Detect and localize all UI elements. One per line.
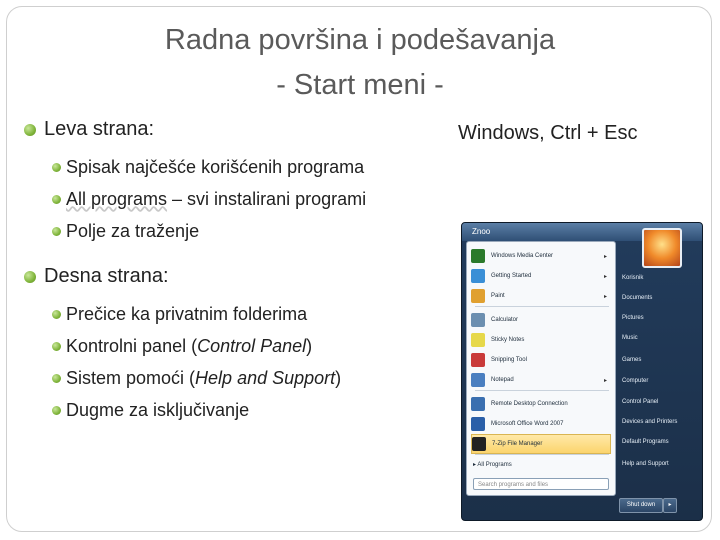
program-icon <box>471 333 485 347</box>
separator <box>475 454 609 455</box>
program-icon <box>471 269 485 283</box>
bullet-icon <box>52 227 61 236</box>
bullet-icon <box>52 406 61 415</box>
start-menu-place: Music <box>622 335 638 341</box>
program-icon <box>472 437 486 451</box>
start-menu-place: Documents <box>622 295 653 301</box>
all-programs-link: ▸ All Programs <box>473 462 512 468</box>
start-menu-program: Snipping Tool <box>471 350 611 370</box>
bullet-icon <box>52 195 61 204</box>
start-menu-place: Computer <box>622 378 649 384</box>
program-icon <box>471 417 485 431</box>
start-menu-programs-pane <box>466 241 616 496</box>
keyboard-shortcut: Windows, Ctrl + Esc <box>458 122 638 144</box>
slide-subtitle: - Start meni - <box>276 69 444 101</box>
start-menu-program: Sticky Notes <box>471 330 611 350</box>
slide-title: Radna površina i podešavanja <box>164 24 556 56</box>
bullet-icon <box>52 342 61 351</box>
bullet-item: Prečice ka privatnim folderima <box>52 298 454 330</box>
chevron-right-icon: ▸ <box>603 293 607 300</box>
program-icon <box>471 353 485 367</box>
start-menu-place: Help and Support <box>622 461 669 467</box>
bullet-item: Dugme za isključivanje <box>52 394 454 426</box>
search-input: Search programs and files <box>473 478 609 490</box>
start-menu-place: Default Programs <box>622 439 669 445</box>
start-menu-program: Getting Started ▸ <box>471 266 611 286</box>
bullet-item: Spisak najčešće korišćenih programa <box>52 151 454 183</box>
start-menu-program: Microsoft Office Word 2007 <box>471 414 611 434</box>
chevron-right-icon: ▸ <box>603 377 607 384</box>
bullet-icon <box>52 163 61 172</box>
chevron-right-icon: ▸ <box>603 273 607 280</box>
bullet-list <box>24 118 454 426</box>
program-icon <box>471 249 485 263</box>
bullet-item: Polje za traženje <box>52 215 454 247</box>
start-menu-program: Notepad ▸ <box>471 370 611 390</box>
separator <box>475 306 609 307</box>
start-menu-places-pane <box>618 241 698 494</box>
start-menu-program: 7-Zip File Manager <box>471 434 611 454</box>
bullet-item: All programs – svi instalirani programi <box>52 183 454 215</box>
start-menu-program: Paint ▸ <box>471 286 611 306</box>
start-menu-place: Control Panel <box>622 399 659 405</box>
start-menu-screenshot <box>461 222 703 521</box>
user-name: Znoo <box>472 227 491 236</box>
bullet-icon <box>24 124 36 136</box>
bullet-icon <box>52 310 61 319</box>
chevron-right-icon: ▸ <box>603 253 607 260</box>
bullet-icon <box>52 374 61 383</box>
bullet-item: Kontrolni panel ( Control Panel ) <box>52 330 454 362</box>
chevron-right-icon: ▸ <box>663 498 677 513</box>
start-menu-program: Calculator <box>471 310 611 330</box>
triangle-right-icon: ▸ <box>473 462 478 468</box>
separator <box>475 390 609 391</box>
program-icon <box>471 289 485 303</box>
bullet-icon <box>24 271 36 283</box>
program-icon <box>471 313 485 327</box>
start-menu-place: Korisnik <box>622 275 644 281</box>
program-icon <box>471 373 485 387</box>
start-menu-program: Remote Desktop Connection <box>471 394 611 414</box>
bullet-right-heading: Desna strana: <box>24 265 454 288</box>
program-icon <box>471 397 485 411</box>
shutdown-button: Shut down <box>619 498 663 513</box>
start-menu-place: Devices and Printers <box>622 419 678 425</box>
bullet-item: Sistem pomoći ( Help and Support ) <box>52 362 454 394</box>
bullet-left-heading: Leva strana: <box>24 118 454 141</box>
start-menu-program: Windows Media Center ▸ <box>471 246 611 266</box>
start-menu-place: Games <box>622 357 642 363</box>
start-menu-place: Pictures <box>622 315 644 321</box>
